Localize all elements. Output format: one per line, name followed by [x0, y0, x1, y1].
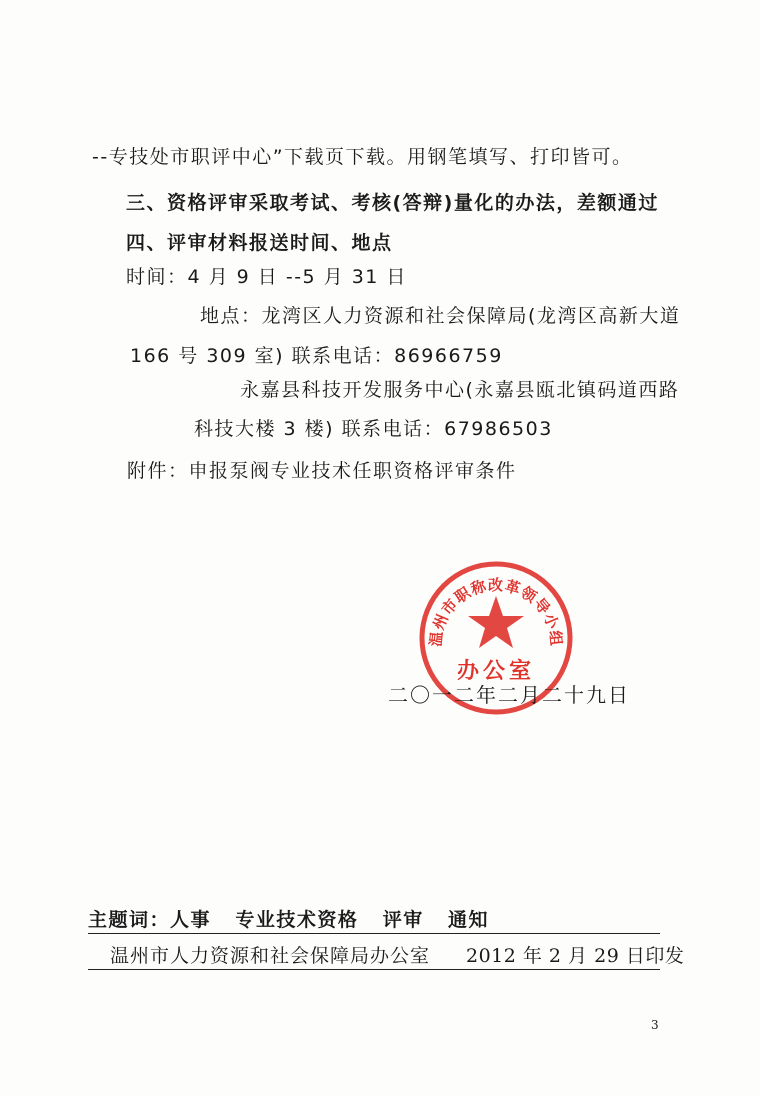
location-line-2: 166 号 309 室) 联系电话：86966759 [130, 345, 503, 367]
location-line-3: 永嘉县科技开发服务中心(永嘉县瓯北镇码道西路 [240, 379, 680, 401]
time-line: 时间：4 月 9 日 --5 月 31 日 [126, 266, 407, 288]
location-line-4: 科技大楼 3 楼) 联系电话：67986503 [194, 418, 553, 440]
seal-center-text: 办公室 [456, 658, 536, 684]
seal-arc-text: 温州市职称改革领导小组 [426, 576, 566, 648]
footer-rule-bottom [88, 969, 660, 970]
seal-star-icon [468, 596, 524, 648]
footer-rule-top [88, 933, 660, 934]
section-4-heading: 四、评审材料报送时间、地点 [126, 232, 393, 254]
body-line-1: --专技处市职评中心”下载页下载。用钢笔填写、打印皆可。 [92, 146, 633, 168]
subject-terms: 人事 专业技术资格 评审 通知 [170, 909, 490, 931]
issue-date-cn: 二〇一二年二月二十九日 [388, 683, 630, 707]
attachment-line: 附件：申报泵阀专业技术任职资格评审条件 [127, 460, 517, 482]
section-3-heading: 三、资格评审采取考试、考核(答辩)量化的办法，差额通过 [126, 192, 659, 214]
subject-words [88, 905, 489, 932]
page-number: 3 [651, 1018, 659, 1032]
footer-issue-date: 2012 年 2 月 29 日印发 [466, 945, 685, 967]
location-line-1: 地点：龙湾区人力资源和社会保障局(龙湾区高新大道 [200, 305, 681, 327]
subject-label: 主题词： [88, 909, 171, 931]
footer-issuer: 温州市人力资源和社会保障局办公室 [110, 945, 431, 967]
